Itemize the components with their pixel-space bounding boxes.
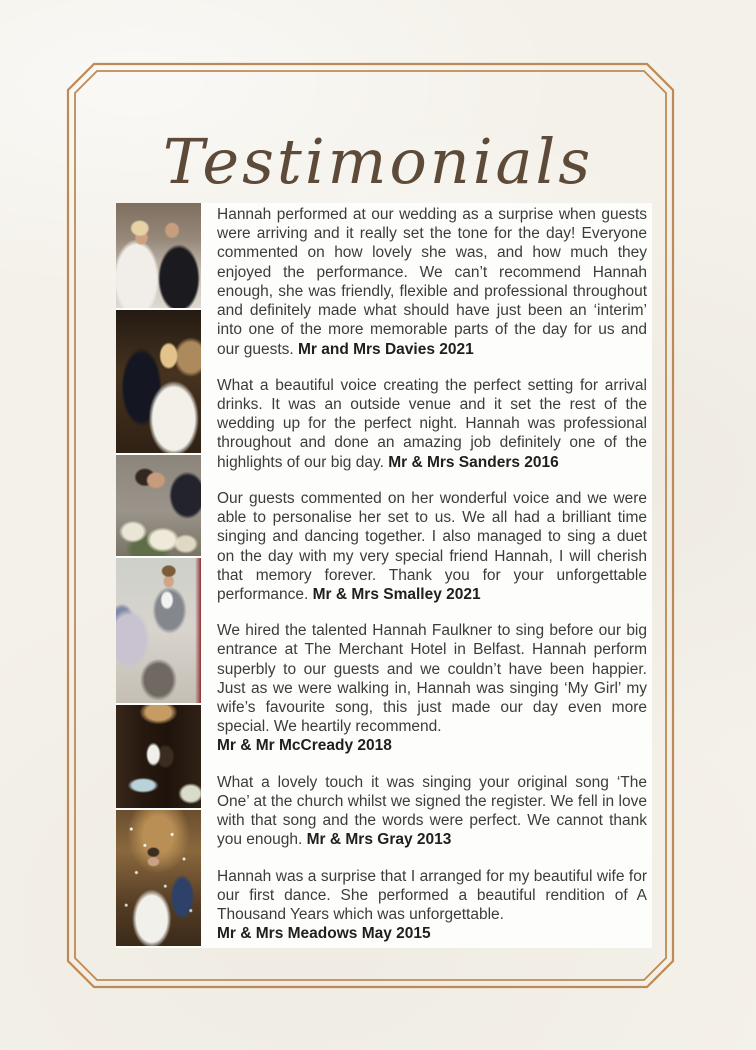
photo-kilt-groom-and-bride bbox=[116, 310, 201, 453]
testimonial-attribution: Mr & Mrs Gray 2013 bbox=[306, 831, 452, 849]
testimonial bbox=[217, 621, 647, 756]
testimonial-text: What a beautiful voice creating the perfect setting for arrival drinks. It was an outside venue and it set the rest of the wedding up for the perfect night. Hannah was professional throughout and done an amazing job definitely one of the highlights of our big day. bbox=[217, 376, 647, 471]
page-title: Testimonials bbox=[162, 124, 594, 198]
photo-confetti-stone-archway bbox=[116, 810, 201, 946]
testimonial bbox=[217, 205, 647, 359]
testimonial bbox=[217, 867, 647, 944]
photo-couple-kissing-bouquets bbox=[116, 455, 201, 556]
testimonial-text: Hannah performed at our wedding as a surprise when guests were arriving and it really set the tone for the day! Everyone commented on how lovely she was, and how much they enjoyed the performance. We can’t recommend Hannah enough, she was friendly, flexible and professional throughout and definitely made what should have just been an ‘interim’ into one of the more memorable parts of the day for us and our guests. bbox=[217, 206, 647, 358]
testimonial bbox=[217, 489, 647, 604]
testimonial-attribution: Mr & Mrs Smalley 2021 bbox=[312, 585, 481, 603]
content-panel bbox=[116, 203, 652, 948]
testimonial-text: We hired the talented Hannah Faulkner to sing before our big entrance at The Merchant Hotel in Belfast. Hannah perform superbly to our guests and we couldn’t have been happier. Just as we were walking in, Hannah was singing ‘My Girl’ my wife’s favourite song, this just made our day even more special. We heartily recommend. bbox=[217, 622, 647, 736]
testimonial-attribution: Mr & Mr McCready 2018 bbox=[217, 737, 392, 755]
testimonial-text: What a lovely touch it was singing your original song ‘The One’ at the church whilst we signed the register. We fell in love with that song and the words were perfect. We cannot thank you enough. bbox=[217, 773, 647, 849]
testimonial-attribution: Mr & Mrs Meadows May 2015 bbox=[217, 925, 431, 943]
testimonial-text: Hannah was a surprise that I arranged for my beautiful wife for our first dance. She performed a beautiful rendition of A Thousand Years which was unforgettable. bbox=[217, 867, 647, 923]
photo-bride-groom-champagne bbox=[116, 203, 201, 308]
testimonial-attribution: Mr & Mrs Sanders 2016 bbox=[388, 453, 559, 471]
testimonial-text: Our guests commented on her wonderful voice and we were able to personalise her set to us. We all had a brilliant time singing and dancing together. I also managed to sing a duet on the day with my very special friend Hannah, I will cherish that memory forever. Thank you for your unforgettable performance. bbox=[217, 489, 647, 603]
testimonial bbox=[217, 376, 647, 472]
photo-strip bbox=[116, 203, 201, 946]
photo-church-pale-blue-train bbox=[116, 705, 201, 808]
photo-grey-suit-groom-guests bbox=[116, 558, 201, 703]
testimonial-attribution: Mr and Mrs Davies 2021 bbox=[298, 340, 474, 358]
testimonial bbox=[217, 773, 647, 850]
testimonial-list bbox=[217, 205, 647, 960]
